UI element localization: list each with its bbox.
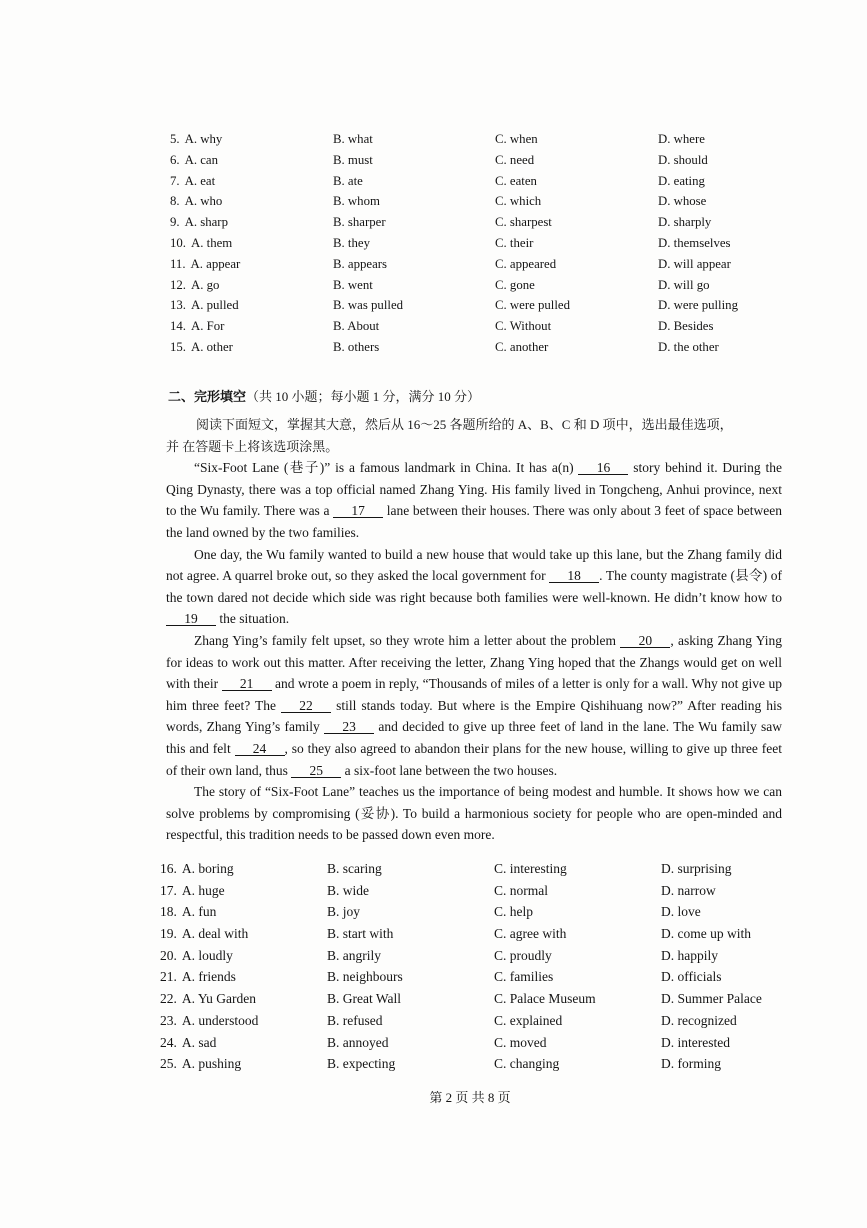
option-a-text: A. other	[191, 339, 233, 354]
option-c-text: C. sharpest	[495, 215, 552, 230]
option-b-text: B. whom	[333, 194, 380, 209]
question-row	[160, 1053, 791, 1075]
question-row	[170, 275, 788, 296]
option-b	[327, 880, 494, 902]
option-b	[333, 171, 495, 192]
option-c-text: C. Without	[495, 319, 552, 334]
question-row	[160, 945, 791, 967]
option-c	[494, 988, 661, 1010]
option-c	[495, 316, 658, 337]
option-b	[333, 254, 495, 275]
blank-18: 18	[549, 569, 599, 583]
option-b	[333, 191, 495, 212]
question-row	[160, 901, 791, 923]
question-number: 20.	[160, 947, 177, 963]
option-b	[327, 988, 494, 1010]
option-d-text: D. interested	[661, 1034, 730, 1050]
option-d-text: D. narrow	[661, 882, 716, 898]
option-b-text: B. they	[333, 235, 370, 250]
passage-text: One day, the Wu family wanted to build a new house that would take up this lane, but the Zhang family did not agree. A quarrel broke out, so they asked the local government for	[166, 546, 782, 584]
option-d-text: D. whose	[658, 194, 707, 209]
option-d	[661, 858, 791, 880]
option-b	[333, 275, 495, 296]
option-a-text: A. why	[184, 132, 223, 146]
question-row	[170, 150, 788, 171]
option-b	[327, 945, 494, 967]
option-c-text: C. gone	[495, 277, 535, 292]
option-d-text: D. recognized	[661, 1012, 737, 1028]
option-d-text: D. where	[658, 132, 705, 146]
question-options-5-to-15	[170, 129, 788, 358]
option-d-text: D. themselves	[658, 235, 731, 250]
question-row	[160, 858, 791, 880]
option-b-text: B. start with	[327, 926, 394, 942]
question-number: 10.	[170, 235, 186, 250]
passage-text: . The county magistrate (县令) of the town dared not decide which side was right because both families were well-known. He didn’t know how to	[166, 568, 782, 605]
blank-23: 23	[324, 720, 374, 734]
option-a-text: A. pulled	[191, 298, 239, 313]
option-a	[160, 1010, 327, 1032]
option-d	[658, 191, 788, 212]
question-row	[170, 337, 788, 358]
page-number: 第 2 页 共 8 页	[429, 1090, 511, 1105]
option-b	[327, 966, 494, 988]
option-a-text: A. Yu Garden	[181, 991, 256, 1007]
option-c	[495, 171, 658, 192]
passage-paragraph	[166, 781, 782, 846]
question-number: 9.	[170, 215, 180, 230]
option-b-text: B. what	[333, 132, 373, 146]
option-d-text: D. happily	[661, 947, 718, 963]
option-b-text: B. expecting	[327, 1056, 396, 1072]
option-b-text: B. joy	[327, 904, 361, 920]
option-a-text: A. friends	[181, 969, 236, 985]
option-a-text: A. sad	[181, 1034, 217, 1050]
instruction-line-2: 并 在答题卡上将该选项涂黑。	[166, 438, 339, 454]
question-row	[170, 295, 788, 316]
option-a	[170, 171, 333, 192]
option-a-text: A. For	[191, 319, 225, 334]
option-d-text: D. love	[661, 904, 701, 920]
question-options-16-to-25	[160, 858, 791, 1075]
option-b-text: B. appears	[333, 256, 388, 271]
option-c	[495, 129, 658, 150]
option-d-text: D. come up with	[661, 926, 751, 942]
option-d-text: D. sharply	[658, 215, 712, 230]
option-a	[170, 275, 333, 296]
question-row	[170, 212, 788, 233]
section-scoring: （共 10 小题；每小题 1 分，满分 10 分）	[246, 389, 481, 404]
option-a	[170, 337, 333, 358]
option-b-text: B. went	[333, 277, 373, 292]
passage-text: a six-foot lane between the two houses.	[341, 762, 558, 778]
option-b	[333, 129, 495, 150]
passage-paragraph	[166, 544, 782, 630]
passage-text: the situation.	[216, 611, 290, 627]
option-d-text: D. eating	[658, 173, 705, 188]
blank-24: 24	[235, 742, 285, 756]
option-a	[160, 1032, 327, 1054]
blank-17: 17	[333, 504, 383, 518]
option-c	[494, 858, 661, 880]
option-d-text: D. will appear	[658, 256, 731, 271]
option-a	[160, 858, 327, 880]
option-c-text: C. another	[495, 339, 549, 354]
option-c-text: C. when	[495, 132, 538, 146]
option-c-text: C. help	[494, 904, 533, 920]
passage-text: The story of “Six-Foot Lane” teaches us the importance of being modest and humble. It shows how we can solve problems by compromising (妥协). To build a harmonious society for people who are open-minded and respectful, this tradition needs to be passed down even more.	[166, 784, 782, 843]
option-a	[160, 1053, 327, 1075]
option-a	[170, 316, 333, 337]
question-number: 15.	[170, 339, 186, 354]
option-c	[495, 150, 658, 171]
passage-text: Zhang Ying’s family felt upset, so they wrote him a letter about the problem	[194, 632, 621, 648]
option-d	[658, 254, 788, 275]
option-d-text: D. Besides	[658, 319, 714, 334]
option-d-text: D. Summer Palace	[661, 991, 762, 1007]
cloze-section	[166, 414, 782, 846]
option-c	[494, 1032, 661, 1054]
passage-text: “Six-Foot Lane (巷子)” is a famous landmark in China. It has a(n)	[194, 460, 579, 476]
option-d	[661, 1053, 791, 1075]
option-d	[658, 129, 788, 150]
option-b-text: B. angrily	[327, 947, 381, 963]
option-a-text: A. can	[184, 152, 219, 167]
option-d	[661, 988, 791, 1010]
question-number: 14.	[170, 319, 186, 334]
option-a	[160, 988, 327, 1010]
option-d	[661, 901, 791, 923]
option-c	[494, 1053, 661, 1075]
option-d	[661, 923, 791, 945]
option-a	[160, 966, 327, 988]
option-d-text: D. will go	[658, 277, 710, 292]
option-b-text: B. was pulled	[333, 298, 404, 313]
option-c-text: C. which	[495, 194, 542, 209]
option-b-text: B. refused	[327, 1012, 383, 1028]
instruction-line-1: 阅读下面短文，掌握其大意，然后从 16～25 各题所给的 A、B、C 和 D 项中，选出最佳选项，	[196, 417, 733, 432]
option-d	[658, 275, 788, 296]
passage-text: story behind it. During the Qing Dynasty, there was a top official named Zhang Ying. His family lived in Tongcheng, Anhui province, next to the Wu family. There was a	[166, 460, 782, 519]
option-c-text: C. their	[495, 235, 534, 250]
passage-text: still stands today. But where is the Empire Qishihuang now?” After reading his words, Zhang Ying’s family	[166, 697, 782, 735]
blank-21: 21	[222, 677, 272, 691]
option-c-text: C. normal	[494, 882, 548, 898]
option-b	[333, 212, 495, 233]
question-number: 11.	[170, 256, 186, 271]
question-row	[160, 966, 791, 988]
option-a	[170, 150, 333, 171]
question-row	[170, 233, 788, 254]
question-number: 23.	[160, 1012, 177, 1028]
option-a-text: A. who	[184, 194, 223, 209]
option-d	[661, 945, 791, 967]
option-b	[327, 1053, 494, 1075]
option-d	[658, 171, 788, 192]
option-c	[494, 880, 661, 902]
question-number: 19.	[160, 926, 177, 942]
option-a-text: A. fun	[181, 904, 217, 920]
option-a	[170, 191, 333, 212]
option-b	[333, 295, 495, 316]
option-a-text: A. deal with	[181, 926, 249, 942]
question-number: 7.	[170, 173, 180, 188]
option-b-text: B. About	[333, 319, 380, 334]
option-b-text: B. neighbours	[327, 969, 403, 985]
option-c	[495, 275, 658, 296]
option-d-text: D. surprising	[661, 861, 732, 876]
option-a	[170, 254, 333, 275]
blank-16: 16	[578, 461, 628, 475]
option-b-text: B. scaring	[327, 861, 382, 876]
option-d	[661, 1032, 791, 1054]
passage-paragraph	[166, 630, 782, 781]
question-row	[160, 880, 791, 902]
option-c	[495, 337, 658, 358]
option-a-text: A. sharp	[184, 215, 228, 230]
question-row	[160, 988, 791, 1010]
option-c-text: C. proudly	[494, 947, 552, 963]
option-c	[494, 901, 661, 923]
question-row	[170, 316, 788, 337]
option-d	[658, 295, 788, 316]
option-c-text: C. were pulled	[495, 298, 570, 313]
cloze-passage	[166, 457, 782, 846]
blank-19: 19	[166, 612, 216, 626]
blank-25: 25	[291, 764, 341, 778]
option-b-text: B. sharper	[333, 215, 386, 230]
option-c-text: C. appeared	[495, 256, 557, 271]
option-a	[160, 945, 327, 967]
option-c-text: C. need	[495, 152, 535, 167]
option-b-text: B. wide	[327, 882, 369, 898]
option-c	[495, 295, 658, 316]
option-c-text: C. explained	[494, 1012, 563, 1028]
option-b-text: B. ate	[333, 173, 363, 188]
question-number: 22.	[160, 991, 177, 1007]
option-c	[495, 233, 658, 254]
option-a	[160, 880, 327, 902]
option-d	[658, 212, 788, 233]
question-number: 8.	[170, 194, 180, 209]
question-number: 21.	[160, 969, 177, 985]
option-a	[160, 923, 327, 945]
option-a-text: A. boring	[181, 861, 234, 876]
option-a-text: A. loudly	[181, 947, 233, 963]
option-b-text: B. Great Wall	[327, 991, 402, 1007]
option-d	[658, 233, 788, 254]
option-c-text: C. changing	[494, 1056, 560, 1072]
passage-paragraph	[166, 457, 782, 543]
option-a-text: A. huge	[181, 882, 225, 898]
question-number: 13.	[170, 298, 186, 313]
option-a-text: A. them	[191, 235, 233, 250]
option-c-text: C. families	[494, 969, 554, 985]
question-row	[160, 923, 791, 945]
option-d	[658, 316, 788, 337]
option-d-text: D. officials	[661, 969, 722, 985]
option-c	[495, 212, 658, 233]
option-c-text: C. eaten	[495, 173, 537, 188]
option-a	[170, 233, 333, 254]
option-c	[494, 923, 661, 945]
question-number: 17.	[160, 882, 177, 898]
blank-20: 20	[620, 634, 670, 648]
section-heading	[168, 387, 480, 408]
option-d-text: D. should	[658, 152, 708, 167]
passage-text: and wrote a poem in reply, “Thousands of miles of a letter is only for a wall. Why not give up him three feet? The	[166, 676, 782, 713]
passage-text: and decided to give up three feet of land in the lane. The Wu family saw this and felt	[166, 719, 782, 756]
blank-22: 22	[281, 699, 331, 713]
option-b-text: B. must	[333, 152, 373, 167]
question-row	[170, 129, 788, 150]
option-b	[327, 1032, 494, 1054]
option-b	[327, 1010, 494, 1032]
passage-text: lane between their houses. There was only about 3 feet of space between the land owned by the two families.	[166, 503, 782, 540]
option-c	[494, 966, 661, 988]
option-d-text: D. the other	[658, 339, 719, 354]
option-d-text: D. forming	[661, 1056, 721, 1072]
option-b-text: B. others	[333, 339, 380, 354]
option-b	[327, 858, 494, 880]
option-b	[333, 316, 495, 337]
question-number: 16.	[160, 861, 177, 876]
question-row	[170, 171, 788, 192]
option-d	[658, 150, 788, 171]
option-a-text: A. eat	[184, 173, 216, 188]
question-number: 5.	[170, 132, 180, 146]
option-b	[333, 337, 495, 358]
passage-text: , so they also agreed to abandon their plans for the new house, willing to give up three feet of their own land, thus	[166, 740, 782, 778]
question-row	[160, 1032, 791, 1054]
option-a-text: A. understood	[181, 1012, 259, 1028]
question-row	[160, 1010, 791, 1032]
option-c	[495, 191, 658, 212]
option-d	[661, 880, 791, 902]
option-a-text: A. appear	[190, 256, 241, 271]
passage-text: , asking Zhang Ying for ideas to work out this matter. After receiving the letter, Zhang Ying hoped that the Zhangs would get on well with their	[166, 632, 783, 692]
option-b	[333, 150, 495, 171]
option-c-text: C. interesting	[494, 861, 567, 876]
option-d	[661, 1010, 791, 1032]
option-b-text: B. annoyed	[327, 1034, 389, 1050]
option-c	[494, 1010, 661, 1032]
section-title: 二、完形填空	[168, 390, 247, 405]
option-d-text: D. were pulling	[658, 298, 738, 313]
option-d	[658, 337, 788, 358]
question-number: 12.	[170, 277, 186, 292]
option-a	[170, 212, 333, 233]
option-c	[494, 945, 661, 967]
option-c-text: C. Palace Museum	[494, 991, 596, 1007]
question-row	[170, 191, 788, 212]
option-a	[160, 901, 327, 923]
option-b	[327, 923, 494, 945]
option-d	[661, 966, 791, 988]
option-a-text: A. go	[191, 277, 220, 292]
question-number: 24.	[160, 1034, 177, 1050]
option-a	[170, 295, 333, 316]
question-row	[170, 254, 788, 275]
option-c-text: C. agree with	[494, 926, 567, 942]
question-number: 25.	[160, 1056, 177, 1072]
option-c-text: C. moved	[494, 1034, 547, 1050]
option-b	[327, 901, 494, 923]
option-a-text: A. pushing	[181, 1056, 242, 1072]
option-b	[333, 233, 495, 254]
question-number: 18.	[160, 904, 177, 920]
option-a	[170, 129, 333, 150]
option-c	[495, 254, 658, 275]
question-number: 6.	[170, 152, 180, 167]
